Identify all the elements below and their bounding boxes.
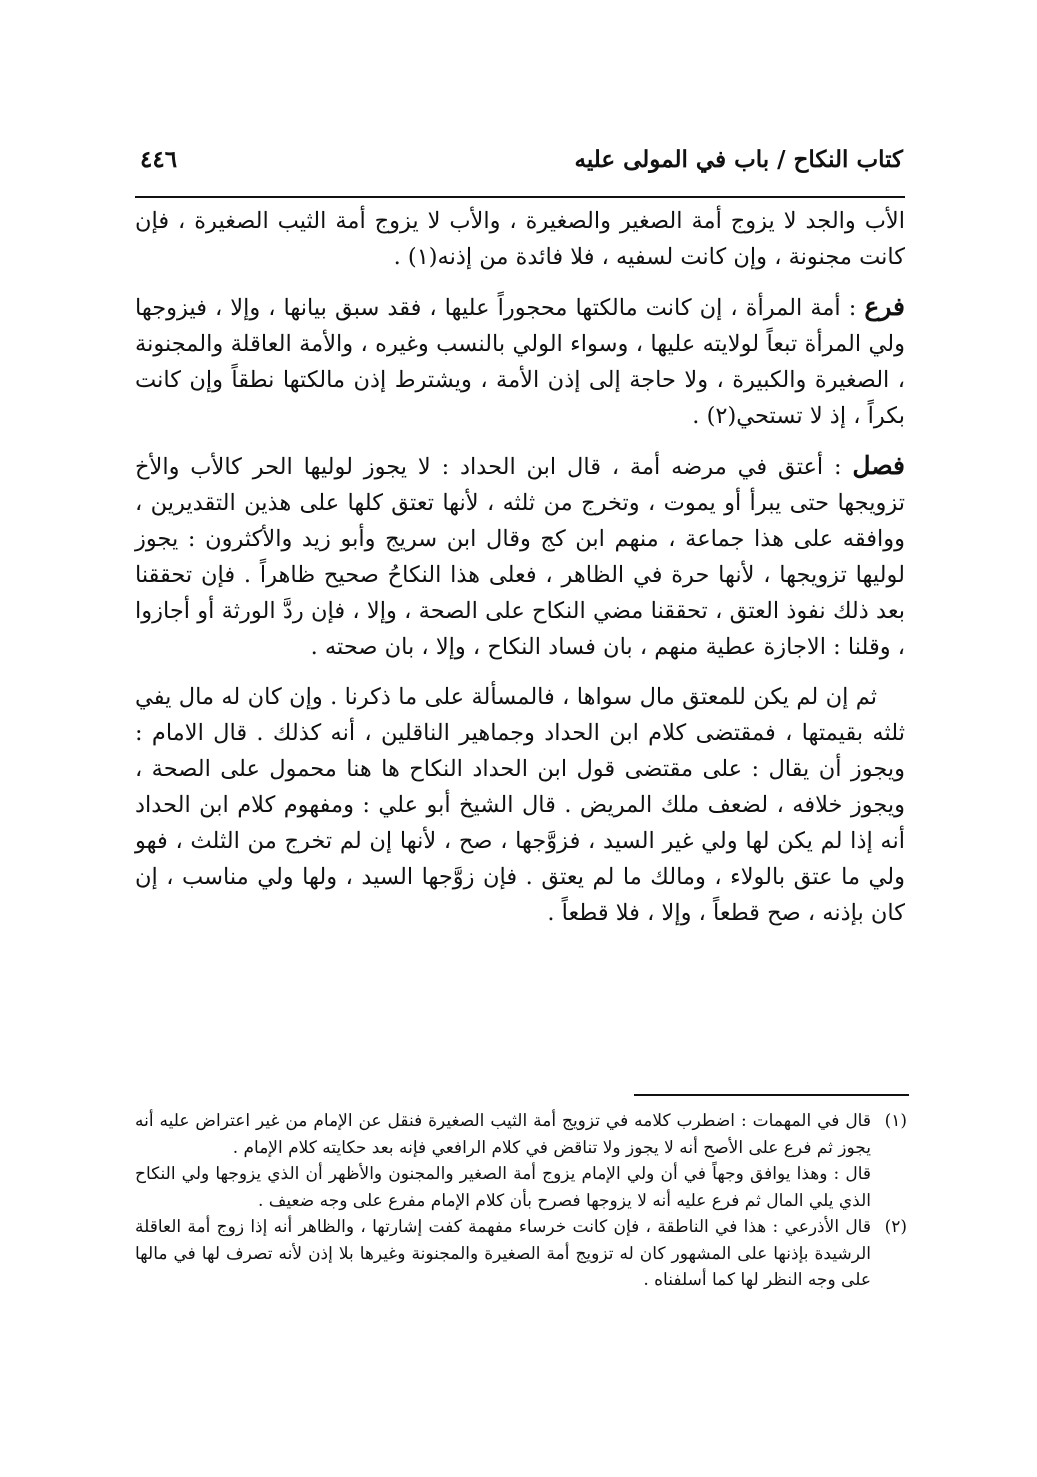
paragraph-far-text: : أمة المرأة ، إن كانت مالكتها محجوراً عليها ، فقد سبق بيانها ، وإلا ، فيزوجها ولي المرأة تبعاً لولايته عليها ، وسواء الولي بالنسب وغيره ، والأمة العاقلة والمجنونة ، الصغيرة والكبيرة ، ولا حاجة إلى إذن الأمة ، ويشترط إذن مالكتها نطقاً وإن كانت بكراً ، إذ لا تستحي(٢) . xyxy=(135,295,905,429)
footnotes xyxy=(135,1108,907,1294)
chapter-title: كتاب النكاح / باب في المولى عليه xyxy=(574,146,903,173)
header-rule xyxy=(135,196,905,198)
paragraph-fasl xyxy=(135,448,905,665)
footnote-line: قال : وهذا يوافق وجهاً في أن ولي الإمام يزوج أمة الصغير والمجنون والأظهر أن الذي يزوجها ولي النكاح الذي يلي المال ثم فرع عليه أنه لا يزوجها فصرح بأن كلام الإمام مفرع على وجه ضعيف . xyxy=(135,1164,871,1211)
paragraph-4: ثم إن لم يكن للمعتق مال سواها ، فالمسألة على ما ذكرنا . وإن كان له مال يفي ثلثه بقيمتها ، فمقتضى كلام ابن الحداد وجماهير الناقلين ، أنه كذلك . قال الامام : ويجوز أن يقال : على مقتضى قول ابن الحداد النكاح ها هنا محمول على الصحة ، ويجوز خلافه ، لضعف ملك المريض . قال الشيخ أبو علي : ومفهوم كلام ابن الحداد أنه إذا لم يكن لها ولي غير السيد ، فزوَّجها ، صح ، لأنها إن لم تخرج من الثلث ، فهو ولي ما عتق بالولاء ، ومالك ما لم يعتق . فإن زوَّجها السيد ، ولها ولي مناسب ، إن كان بإذنه ، صح قطعاً ، وإلا ، فلا قطعاً . xyxy=(135,684,905,926)
running-header xyxy=(140,146,903,186)
footnote-1 xyxy=(135,1108,907,1214)
footnote-number: (١) xyxy=(884,1111,907,1131)
section-lead-fasl: فصل xyxy=(852,451,905,480)
footnote-2 xyxy=(135,1214,907,1294)
section-lead-far: فرع xyxy=(864,292,905,321)
footnote-number: (٢) xyxy=(884,1217,907,1237)
paragraph-fasl-text: : أعتق في مرضه أمة ، قال ابن الحداد : لا يجوز لوليها الحر كالأب والأخ تزويجها حتى يبرأ أو يموت ، وتخرج من ثلثه ، لأنها تعتق كلها على هذين التقديرين ، ووافقه على هذا جماعة ، منهم ابن كج وقال ابن سريج وأبو زيد والأكثرون : يجوز لوليها تزويجها ، لأنها حرة في الظاهر ، فعلى هذا النكاحُ صحيح ظاهراً . فإن تحققنا بعد ذلك نفوذ العتق ، تحققنا مضي النكاح على الصحة ، وإلا ، فإن ردَّ الورثة أو أجازوا ، وقلنا : الاجازة عطية منهم ، بان فساد النكاح ، وإلا ، بان صحته . xyxy=(135,454,905,660)
footnote-separator xyxy=(634,1094,909,1096)
main-text xyxy=(135,203,905,931)
paragraph-1: الأب والجد لا يزوج أمة الصغير والصغيرة ، والأب لا يزوج أمة الثيب الصغيرة ، فإن كانت مجنونة ، وإن كانت لسفيه ، فلا فائدة من إذنه(١) . xyxy=(135,208,905,270)
page-number: ٤٤٦ xyxy=(140,146,178,173)
footnote-line: قال الأذرعي : هذا في الناطقة ، فإن كانت خرساء مفهمة كفت إشارتها ، والظاهر أنه إذا زوج أمة العاقلة الرشيدة بإذنها على المشهور كان له تزويج أمة الصغيرة والمجنونة وغيرها بلا إذن لأنه تصرف لها في مالها على وجه النظر لها كما أسلفناه . xyxy=(135,1217,871,1290)
paragraph-far xyxy=(135,289,905,434)
footnote-line: قال في المهمات : اضطرب كلامه في تزويج أمة الثيب الصغيرة فنقل عن الإمام من غير اعتراض عليه أنه يجوز ثم فرع على الأصح أنه لا يجوز ولا تناقض في كلام الرافعي فإنه بعد حكايته كلام الإمام . xyxy=(135,1111,871,1158)
